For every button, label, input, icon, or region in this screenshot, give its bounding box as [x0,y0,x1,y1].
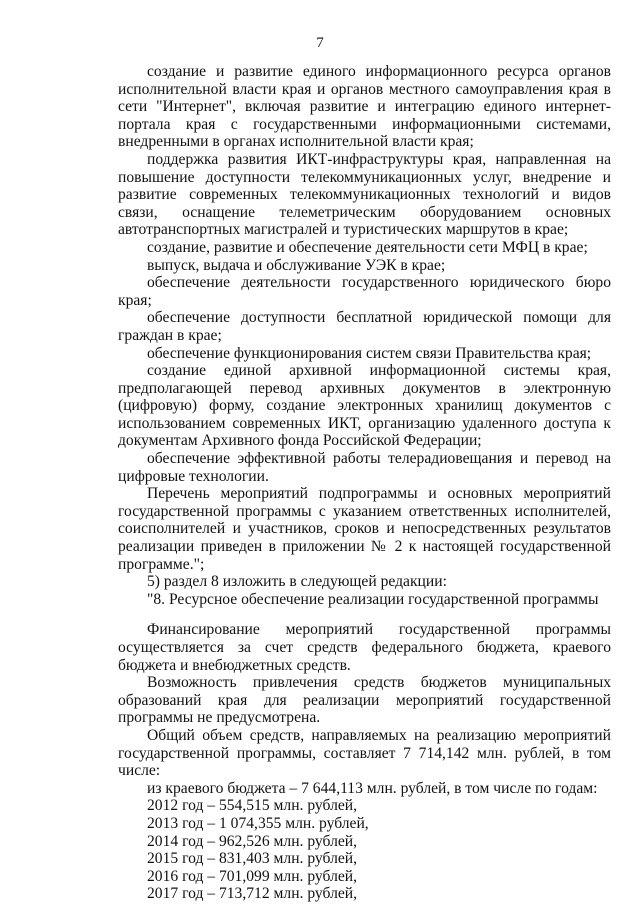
section-heading: "8. Ресурсное обеспечение реализации государственной программы [147,590,599,608]
paragraph-government-communications: обеспечение функционирования систем связи Правительства края; [147,344,592,362]
years-list [118,797,611,903]
page-number: 7 [316,35,324,51]
year-item: 2013 год – 1 074,355 млн. рублей, [147,814,369,832]
document-body [118,63,611,903]
paragraph-broadcasting: обеспечение эффективной работы телерадиовещания и перевод на цифровые технологии. [118,450,611,485]
paragraph-mfc-network: создание, развитие и обеспечение деятельности сети МФЦ в крае; [147,238,588,256]
year-item: 2012 год – 554,515 млн. рублей, [147,797,358,815]
paragraph-section-8-instruction: 5) раздел 8 изложить в следующей редакции: [147,573,447,591]
paragraph-legal-bureau: обеспечение деятельности государственного юридического бюро края; [118,274,611,309]
paragraph-legal-aid: обеспечение доступности бесплатной юридической помощи для граждан в крае; [118,309,611,344]
paragraph-municipal-budgets: Возможность привлечения средств бюджетов муниципальных образований края для реализации мероприятий государственной программы не предусмотрена. [118,674,611,727]
paragraph-financing: Финансирование мероприятий государственной программы осуществляется за счет средств федерального бюджета, краевого бюджета и внебюджетных средств. [118,621,611,674]
paragraph-info-resource: создание и развитие единого информационного ресурса органов исполнительной власти края и органов местного самоуправления края в сети "Интернет", включая развитие и интеграцию единого интернет-портала края с государственными информационными системами, внедренными в органах исполнительной власти края; [118,63,611,151]
year-item: 2016 год – 701,099 млн. рублей, [147,867,358,885]
paragraph-uek: выпуск, выдача и обслуживание УЭК в крае; [147,256,446,274]
paragraph-ikt-infrastructure: поддержка развития ИКТ-инфраструктуры края, направленная на повышение доступности телекоммуникационных услуг, внедрение и развитие современных телекоммуникационных технологий и видов связи, оснащение телеметрическим оборудованием основных автотранспортных магистралей и туристических маршрутов в крае; [118,150,611,239]
paragraph-measures-list: Перечень мероприятий подпрограммы и основных мероприятий государственной программы с указанием ответственных исполнителей, соисполнителей и участников, сроков и непосредственных результатов реализации приведен в приложении № 2 к настоящей государственной программе."; [118,485,611,573]
year-item: 2015 год – 831,403 млн. рублей, [147,850,358,868]
paragraph-regional-budget: из краевого бюджета – 7 644,113 млн. рублей, в том числе по годам: [147,779,598,797]
paragraph-total-volume: Общий объем средств, направляемых на реализацию мероприятий государственной программы, составляет 7 714,142 млн. рублей, в том числе: [118,726,611,780]
year-item: 2014 год – 962,526 млн. рублей, [147,832,358,850]
paragraph-archive-system: создание единой архивной информационной системы края, предполагающей перевод архивных документов в электронную (цифровую) форму, создание электронных хранилищ документов с использованием современных ИКТ, организацию удаленного доступа к документам Архивного фонда Российской Федерации; [118,362,611,450]
year-item: 2017 год – 713,712 млн. рублей, [147,885,358,903]
